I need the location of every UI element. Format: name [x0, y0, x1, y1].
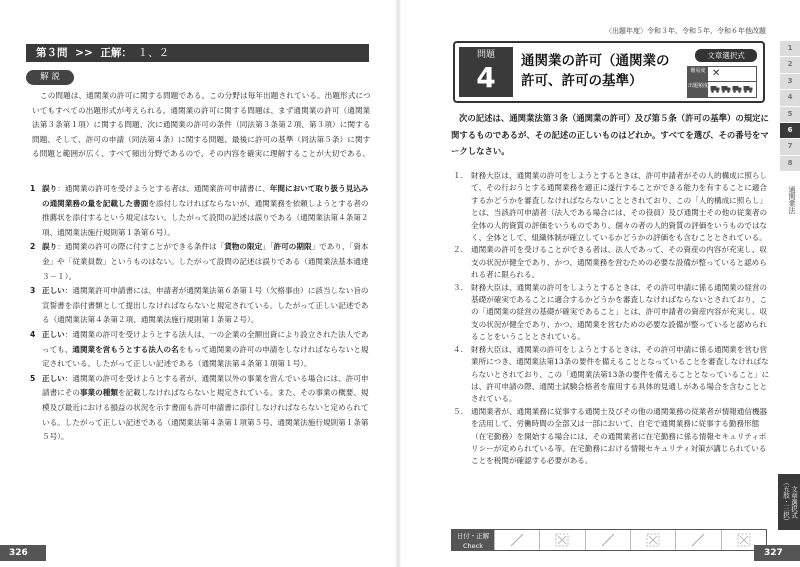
check-cell[interactable] [630, 530, 675, 550]
answer-options [453, 170, 773, 468]
question-title-line-2: 許可、許可の基準） [521, 73, 643, 89]
item-text: ：通関業の許可の際に付すことができる条件は「 [57, 242, 225, 252]
item-verdict: 正しい [42, 329, 65, 339]
item-text: をもって通関業の許可の申請をしなければならないと規定されている。したがって正しい記述である（通関業法第４条第１項第１号）。 [42, 344, 369, 369]
answer-value: １、２ [137, 47, 170, 59]
option-number: １. [453, 171, 464, 180]
option-number: ２. [453, 245, 464, 255]
frequency-label: 出題頻度 [688, 82, 708, 97]
truck-icon [721, 84, 731, 94]
item-number: 3 [30, 286, 36, 296]
problem-number: 第３問 [36, 47, 68, 59]
item-highlight: 通関業を営もうとする法人の名 [72, 344, 179, 354]
item-text: ：通関業の許可を受けようとする法人は、一の企業の全額出資により設立された法人であっても、 [42, 329, 369, 354]
explanation-item-3 [30, 284, 375, 328]
frequency-icons [710, 84, 753, 94]
item-number: 5 [30, 373, 36, 383]
item-text: ：通関業許可申請書には、申請者が通関業法第６条第１号（欠格事由）に該当しない旨の宣誓書を添付書類として提出しなければならないと規定されている。したがって正しい記述である（通関業法第４条第２項、通関業法施行規則第１条第２号）。 [42, 286, 369, 325]
item-text: ：通関業の許可を受けようとする者は、通関業許可申請書に、 [57, 184, 270, 193]
question-title-line-1: 通関業の許可（通関業の [521, 53, 670, 69]
explanation-intro: この問題は、通関業の許可に関する問題である。この分野は毎年出題されている。出題形式についてもすべての出題形式が考えられる。通関業の許可に関する問題は、まず通関業の許可（通関業法第３条第１項）に関する問題、次に通関業の許可の条件（同法第３条第２項、第３項）に関する問題、そして、許可の申請（同法第４条）に関する問題、最後に許可の基準（同法第５条）に関する問題と範囲が広く、すべて頻出分野であるので、その内容を確実に理解することが大切である。 [32, 91, 371, 159]
option-text: 財務大臣は、通関業の許可をしようとするときは、許可申請者がその人的構成に照らして、その行おうとする通関業務を適正に遂行することができる能力を有することに適合するかどうかを審査しなければならないこととされており、この「人的構成に照らし」とは、当該許可申請者（法人である場合には、その役員）及び通関士その他の従業者の全体の人的資質の評価をいうものであり、個々の者の人的資質の評価をいうものではなく、全体として、組織体制が確立しているかどうかの評価をも含むこととされている。 [471, 171, 768, 243]
truck-icon [710, 84, 720, 94]
explanation-item-4 [30, 328, 375, 372]
item-text: を添付しなければならないが、通関業務を依頼しようとする者の推薦状を添付するという規定はない。したがって設問の記述は誤りである（通関業法第４条第２項、通関業法施行規則第１条第６号）。 [42, 198, 369, 237]
chapter-tab[interactable]: 3 [780, 74, 800, 89]
page-number-left: 326 [0, 545, 46, 561]
answer-label: 正解： [100, 47, 132, 59]
right-page [401, 0, 800, 567]
difficulty-label: 難易度 [688, 67, 708, 82]
option-text: 財務大臣は、通関業の許可をしようとするときは、その許可申請に係る通関業を営む営業所につき、通関業法第13条の要件を備えることとなっていることを審査しなければならないとされており、この「通関業法第13条の要件を備えることとなっていること」には、許可申請の際、通関士試験合格者を雇用する具体的見通しがある場合を含むこととされている。 [471, 344, 770, 404]
check-cell[interactable] [494, 530, 539, 550]
chapter-tab[interactable]: 1 [780, 41, 800, 56]
explanation-item-5 [30, 372, 375, 445]
slash-icon [690, 533, 706, 547]
check-label: 日付・正解 Check [452, 530, 494, 550]
slash-icon [509, 533, 525, 547]
option-number: ３. [453, 282, 464, 292]
item-verdict: 正しい [42, 286, 65, 296]
question-label: 問題 [476, 50, 495, 60]
truck-icon [743, 84, 753, 94]
question-header [453, 41, 765, 103]
item-number: 1 [30, 184, 36, 193]
left-page [0, 0, 395, 567]
option-text: 通関業の許可を受けることができる者は、法人であって、その資産の内容が充実し、収支の状況が健全であり、かつ、通関業務を営むための必要な設備が整っていると認められる者に限られる。 [471, 245, 767, 280]
item-highlight: 事業の種類 [79, 388, 118, 398]
item-highlight: 許可の期限 [273, 242, 312, 252]
chapter-name: 通関業法 [788, 186, 796, 214]
option-1 [453, 170, 773, 244]
item-text: 」であり、「資本金」や「従業員数」というものはない。したがって設問の記述は誤りである（通関業法基本通達３－１）。 [42, 242, 369, 281]
frequency-row [688, 82, 756, 97]
item-number: 2 [30, 242, 36, 252]
check-cell[interactable] [675, 530, 720, 550]
check-cell[interactable] [585, 530, 630, 550]
option-2 [453, 244, 773, 281]
item-verdict: 誤り [42, 184, 58, 193]
chapter-tab[interactable]: 4 [780, 90, 800, 105]
question-type-badge: 文章選択式 [695, 49, 757, 62]
item-text: 」「 [262, 242, 274, 252]
option-text: 財務大臣は、通関業の許可をしようとするときは、その許可申請に係る通関業の経営の基礎が確実であることに適合するかどうかを審査しなければならないとされており、この「通関業の経営の基礎が確実であること」とは、許可申請者の資産内容が充実し、収支の状況が健全であり、かつ、通関業を営むための必要な設備が整っていると認められることをいうこととされている。 [471, 282, 768, 342]
chapter-tab[interactable]: 2 [780, 57, 800, 72]
item-text: を記載しなければならないと規定されている。また、その事業の概要、規模及び最近における損益の状況を示す書面も許可申請書に添付しなければならないと定められている。したがって正しい記述である（通関業法第４条第１項第５号、通関業法施行規則第１条第５号）。 [42, 388, 369, 442]
format-tab: 文章選択式 （五肢・三択） [778, 474, 800, 530]
page-number-right: 327 [754, 545, 800, 561]
option-number: ４. [453, 344, 464, 354]
chapter-tabs [780, 41, 800, 172]
item-verdict: 誤り [42, 242, 58, 252]
check-mark-icon [646, 533, 660, 547]
item-text: ：通関業の許可を受けようとする者が、通関業以外の事業を営んでいる場合には、許可申請書にその [42, 373, 369, 398]
explanation-item-1 [30, 182, 375, 240]
item-verdict: 正しい [42, 373, 65, 383]
chapter-tab[interactable]: 7 [780, 139, 800, 154]
check-mark-icon [737, 533, 751, 547]
chapter-tab[interactable]: 8 [780, 156, 800, 171]
chapter-tab-active[interactable]: 6 [780, 123, 800, 138]
item-highlight: 貨物の限定 [224, 242, 263, 252]
truck-icon [732, 84, 742, 94]
question-title [521, 51, 671, 91]
option-4 [453, 344, 773, 406]
explanation-item-2 [30, 240, 375, 284]
check-cell[interactable] [539, 530, 584, 550]
option-5 [453, 406, 773, 468]
explanation-items [30, 182, 375, 445]
explanation-badge: 解 説 [26, 70, 74, 85]
question-number-block [459, 47, 513, 97]
chapter-tab[interactable]: 5 [780, 107, 800, 122]
check-mark-icon [555, 533, 569, 547]
option-3 [453, 282, 773, 344]
question-number: 4 [476, 61, 496, 94]
answer-separator: >> [75, 47, 93, 59]
slash-icon [600, 533, 616, 547]
answer-bar [26, 44, 369, 62]
difficulty-row [688, 67, 756, 82]
option-number: ５. [453, 406, 464, 416]
question-stem: 次の記述は、通関業法第３条（通関業の許可）及び第５条（許可の基準）の規定に関するものであるが、その記述の正しいものはどれか。すべてを選び、その番号をマークしなさい。 [451, 113, 769, 156]
check-record-box [451, 529, 767, 551]
item-highlight: 年間において取り扱う見込みの通関業務の量を記載した書面 [42, 184, 369, 208]
difficulty-mark: ✕ [712, 68, 721, 79]
item-number: 4 [30, 329, 36, 339]
question-meta [687, 66, 757, 98]
exam-source: 〈出題年度〉令和３年、令和５年、令和６年他改題 [605, 27, 766, 35]
option-text: 通関業者が、通関業務に従事する通関士及びその他の通関業務の従業者が情報通信機器を活用して、労働時間の全部又は一部において、自宅で通関業務に従事する勤務形態（在宅勤務）を開始する場合には、その通関業者に在宅勤務に係る情報セキュリティポリシーが定められている等、在宅勤務における情報セキュリティ対策が講じられていることを税関が確認する必要がある。 [471, 406, 768, 466]
